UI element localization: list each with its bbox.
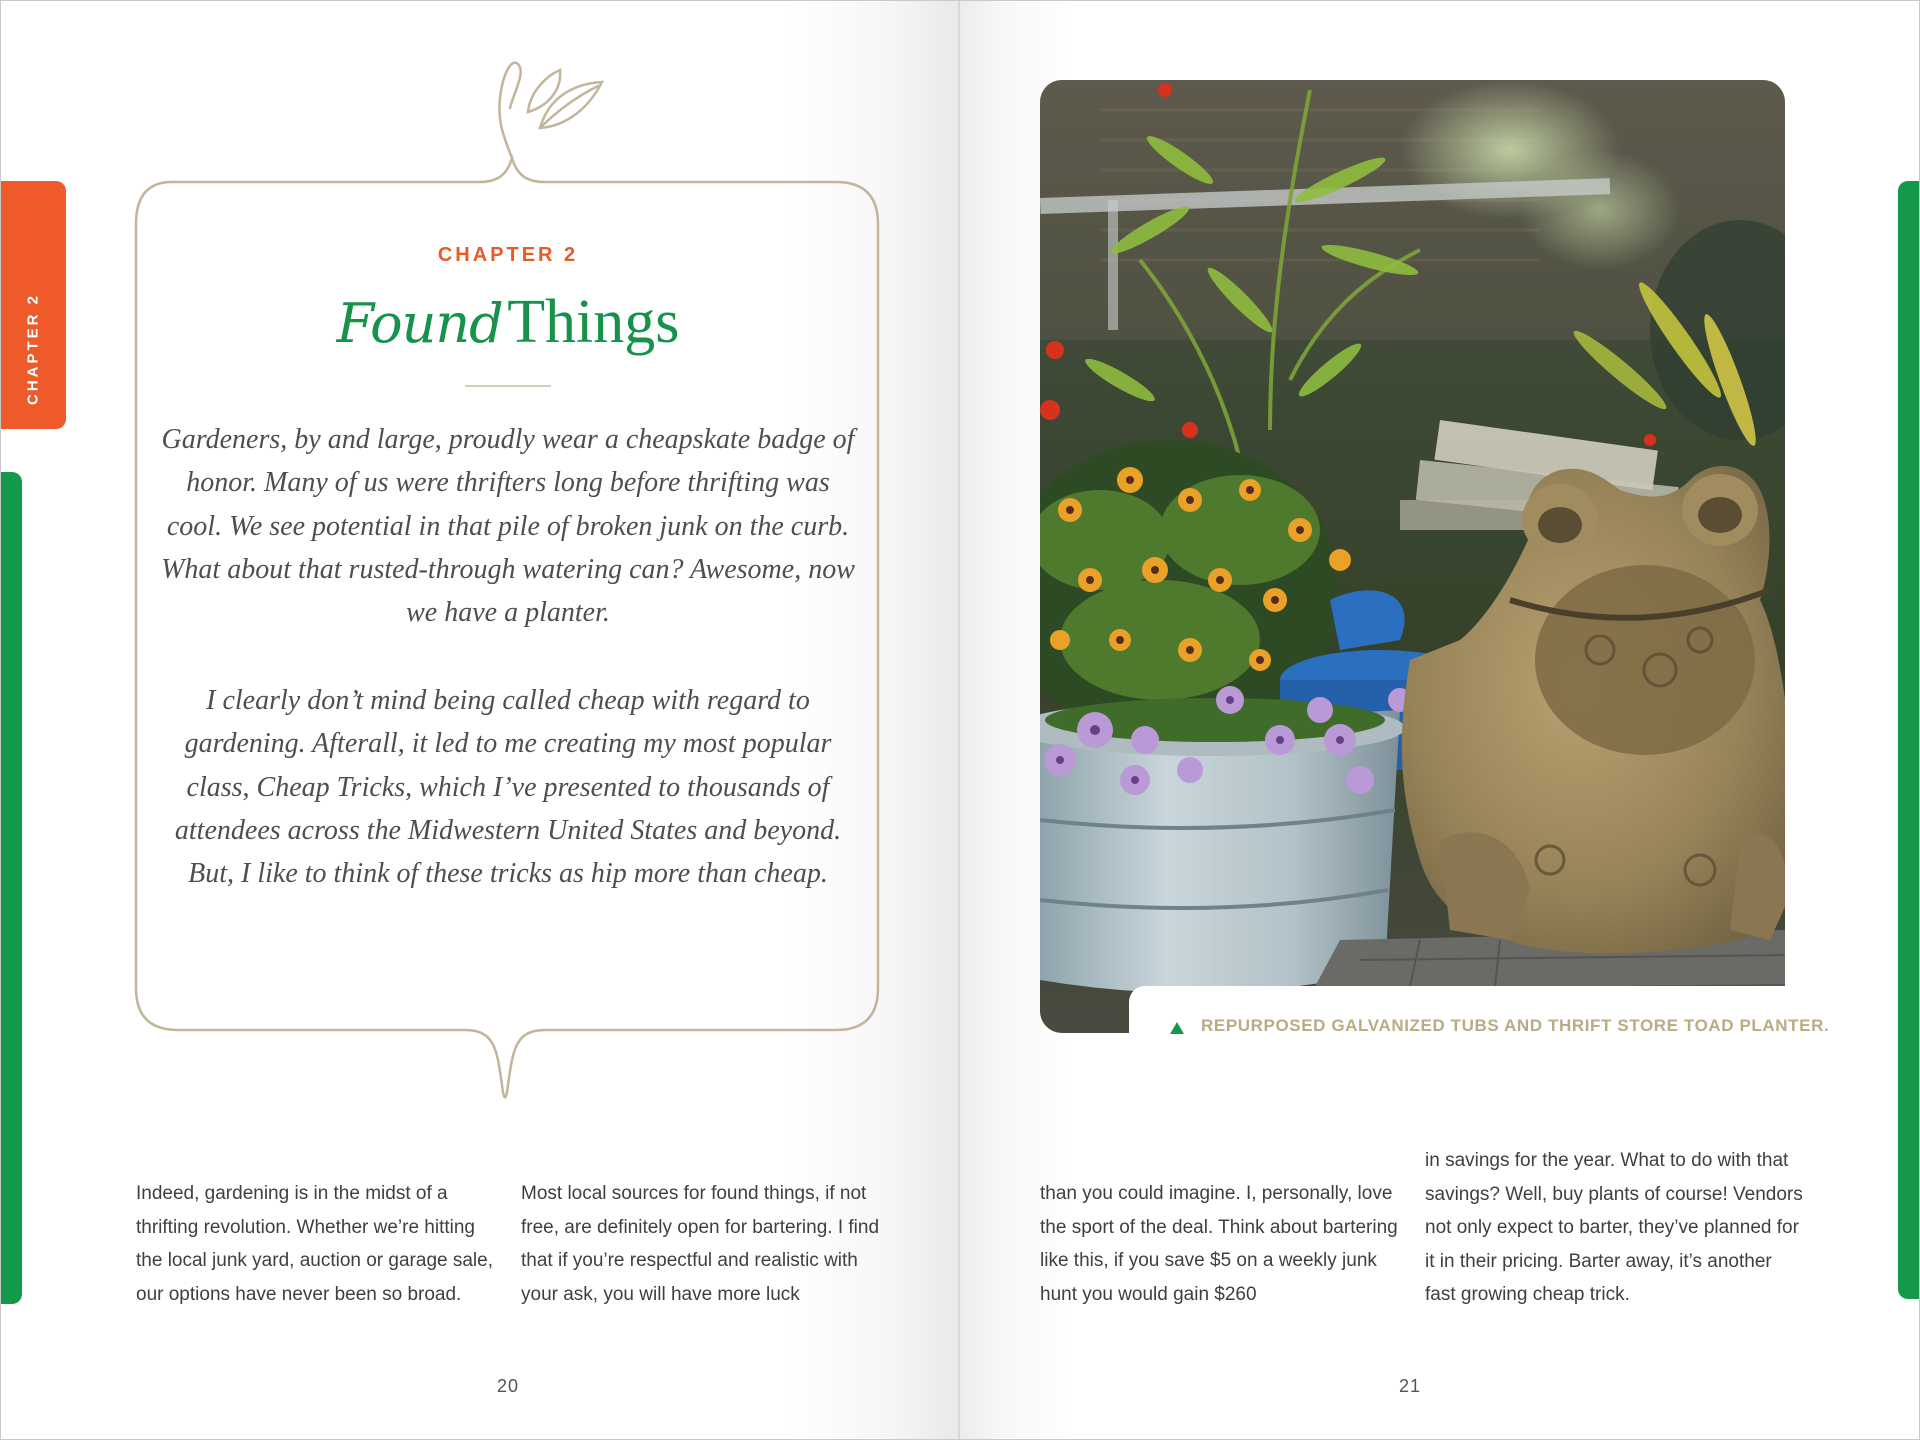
photo-caption: REPURPOSED GALVANIZED TUBS AND THRIFT STORE TOAD PLANTER. xyxy=(1201,1016,1830,1035)
title-divider xyxy=(465,385,551,387)
leaf-sprig-icon xyxy=(499,63,602,158)
intro-paragraph: I clearly don’t mind being called cheap with regard to gardening. Afterall, it led to me creating my most popular class, Cheap Tricks, which I’ve presented to thousands of attendees across the Midwestern United States and beyond. But, I like to think of these tricks as hip more than cheap. xyxy=(174,685,842,890)
chapter-tab-label: CHAPTER 2 xyxy=(24,292,42,406)
page-number-left: 20 xyxy=(496,1376,520,1396)
body-column: than you could imagine. I, personally, love the sport of the deal. Think about bartering like this, if you save $5 on a weekly junk hunt you would gain $260 xyxy=(1040,1183,1398,1305)
chapter-label: CHAPTER 2 xyxy=(437,244,579,266)
body-column: in savings for the year. What to do with that savings? Well, buy plants of course! Vendors not only expect to barter, they’ve planned for it in their pricing. Barter away, it’s another fast growing cheap trick. xyxy=(1425,1150,1803,1305)
book-gutter xyxy=(958,0,960,1440)
body-column: Indeed, gardening is in the midst of a thrifting revolution. Whether we’re hitting the local junk yard, auction or garage sale, our options have never been so broad. xyxy=(136,1183,493,1305)
garden-photo xyxy=(1040,80,1785,1033)
chapter-title xyxy=(130,284,886,376)
page-number-right: 21 xyxy=(1398,1376,1422,1396)
chapter-title-main: Things xyxy=(507,288,680,356)
section-bar-right xyxy=(1898,181,1920,1299)
intro-paragraph: Gardeners, by and large, proudly wear a cheapskate badge of honor. Many of us were thrifters long before thrifting was cool. We see potential in that pile of broken junk on the curb. What about that rusted-through watering can? Awesome, now we have a planter. xyxy=(161,424,855,629)
chapter-title-script: Found xyxy=(336,292,503,355)
triangle-icon xyxy=(1169,1021,1185,1035)
body-column: Most local sources for found things, if not free, are definitely open for bartering. I find that if you’re respectful and realistic with your ask, you will have more luck xyxy=(521,1183,880,1305)
